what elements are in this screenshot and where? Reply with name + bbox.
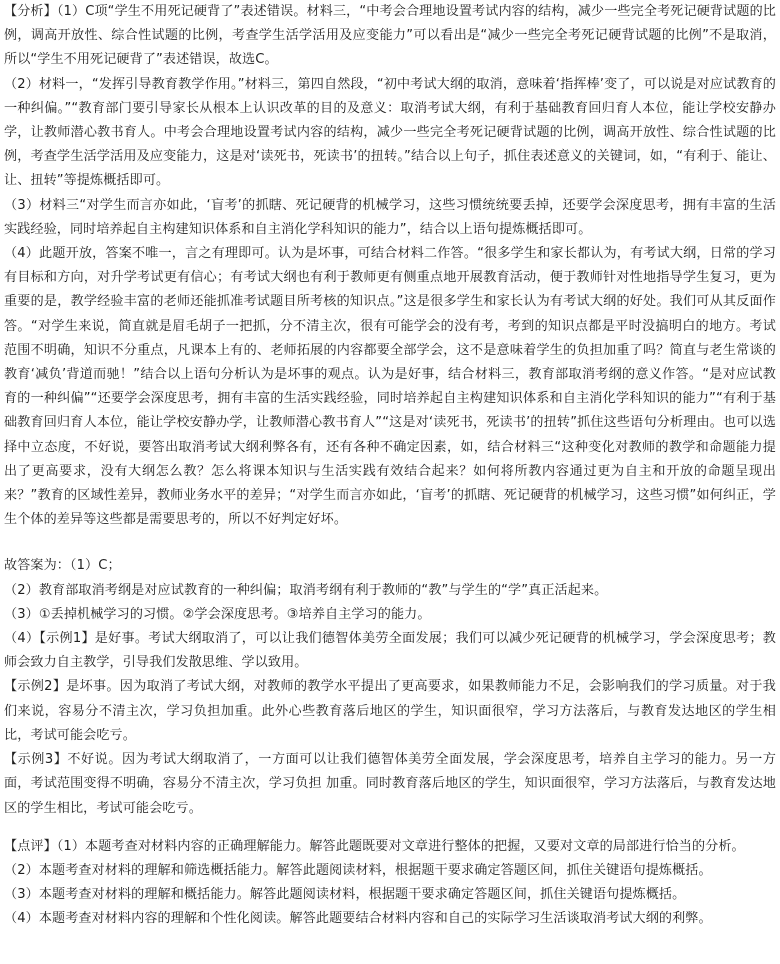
comment-section — [4, 835, 776, 932]
comment-part-1: 【点评】（1）本题考查对材料内容的正确理解能力。解答此题既要对文章进行整体的把握，又要对文章的局部进行恰当的分析。 — [4, 838, 745, 854]
comment-part-4: （4）本题考查对材料内容的理解和个性化阅读。解答此题要结合材料内容和自己的实际学习生活谈取消考试大纲的利弊。 — [4, 911, 712, 927]
answer-part-2: （2）教育部取消考纲是对应试教育的一种纠偏；取消考纲有利于教师的“教”与学生的“学”真正活起来。 — [4, 582, 608, 598]
answer-example-2: 【示例2】是坏事。因为取消了考试大纲，对教师的教学水平提出了更高要求，如果教师能力不足，会影响我们的学习质量。对于我们来说，容易分不清主次，学习负担加重。此外心些教育落后地区的学生，知识面很窄，学习方法落后，与教育发达地区的学生相比，考试可能会吃亏。 — [4, 679, 776, 743]
answer-section — [4, 554, 776, 820]
solution-document — [4, 0, 776, 932]
analysis-part-4: （4）此题开放，答案不唯一，言之有理即可。认为是坏事，可结合材料二作答。“很多学生和家长都认为，有考试大纲，日常的学习有目标和方向，对升学考试更有信心；有考试大纲也有利于教师更有侧重点地开展教育活动，便于教师针对性地指导学生复习，更为重要的是，教学经验丰富的老师还能抓准考试题目所考核的知识点。”这是很多学生和家长认为有考试大纲的好处。我们可从其反面作答。“对学生来说，简直就是眉毛胡子一把抓，分不清主次，很有可能学会的没有考，考到的知识点都是平时没搞明白的地方。考试范围不明确，知识不分重点，凡课本上有的、老师拓展的内容都要全部学会，这不是意味着学生的负担加重了吗？简直与老生常谈的教育‘减负’背道而驰！”结合以上语句分析认为是坏事的观点。认为是好事，结合材料三，教育部取消考纲的意义作答。“是对应试教育的一种纠偏”“还要学会深度思考，拥有丰富的生活实践经验，同时培养起自主构建知识体系和自主消化学科知识的能力”“有利于基础教育回归育人本位，能让学校安静办学，让教师潜心教书育人”“这是对‘读死书，死读书’的扭转”抓住这些语句分析理由。也可以选择中立态度，不好说，要答出取消考试大纲利弊各有，还有各种不确定因素，如，结合材料三“这种变化对教师的教学和命题能力提出了更高要求，没有大纲怎么教？怎么将课本知识与生活实践有效结合起来？如何将所教内容通过更为自主和开放的命题呈现出来？”教育的区域性差异，教师业务水平的差异；“对学生而言亦如此，‘盲考’的抓瞎、死记硬背的机械学习，这些习惯”如何纠正，学生个体的差异等这些都是需要思考的，所以不好判定好坏。 — [4, 246, 776, 528]
analysis-part-3: （3）材料三“对学生而言亦如此，‘盲考’的抓瞎、死记硬背的机械学习，这些习惯统统要丢掉，还要学会深度思考，拥有丰富的生活实践经验，同时培养起自主构建知识体系和自主消化学科知识的能力”，结合以上语句提炼概括即可。 — [4, 197, 776, 237]
comment-part-2: （2）本题考查对材料的理解和筛选概括能力。解答此题阅读材料，根据题干要求确定答题区间，抓住关键语句提炼概括。 — [4, 862, 712, 878]
comment-part-3: （3）本题考查对材料的理解和概括能力。解答此题阅读材料，根据题干要求确定答题区间，抓住关键语句提炼概括。 — [4, 887, 686, 903]
answer-example-3: 【示例3】不好说。因为考试大纲取消了，一方面可以让我们德智体美劳全面发展，学会深度思考，培养自主学习的能力。另一方面，考试范围变得不明确，容易分不清主次，学习负担 加重。同时教育落后地区的学生，知识面很窄，学习方法落后，与教育发达地区的学生相比，考试可能会吃亏。 — [4, 752, 776, 816]
answer-part-3: （3）①丢掉机械学习的习惯。②学会深度思考。③培养自主学习的能力。 — [4, 606, 431, 622]
section-gap — [4, 532, 776, 554]
answer-part-1: 故答案为：（1）C； — [4, 558, 121, 574]
analysis-part-1: 【分析】（1）C项“学生不用死记硬背了”表述错误。材料三，“中考会合理地设置考试内容的结构，减少一些完全考死记硬背试题的比例，调高开放性、综合性试题的比例，考查学生活学活用及应变能力”可以看出是“减少一些完全考死记硬背试题的比例”不是取消，所以“学生不用死记硬背了”表述错误，故选C。 — [4, 4, 776, 68]
analysis-section — [4, 0, 776, 532]
analysis-part-2: （2）材料一，“发挥引导教育教学作用。”材料三，第四自然段，“初中考试大纲的取消，意味着‘指挥棒’变了，可以说是对应试教育的一种纠偏。”“教育部门要引导家长从根本上认识改革的目的及意义：取消考试大纲，有利于基础教育回归育人本位，能让学校安静办学，让教师潜心教书育人。中考会合理地设置考试内容的结构，减少一些完全考死记硬背试题的比例，调高开放性、综合性试题的比例，考查学生活学活用及应变能力，这是对‘读死书，死读书’的扭转。”结合以上句子，抓住表述意义的关键词，如，“有利于、能让、让、扭转”等提炼概括即可。 — [4, 76, 776, 189]
answer-example-1: （4）【示例1】是好事。考试大纲取消了，可以让我们德智体美劳全面发展；我们可以减少死记硬背的机械学习，学会深度思考；教师会致力自主教学，引导我们发散思维、学以致用。 — [4, 631, 776, 671]
section-gap — [4, 821, 776, 835]
